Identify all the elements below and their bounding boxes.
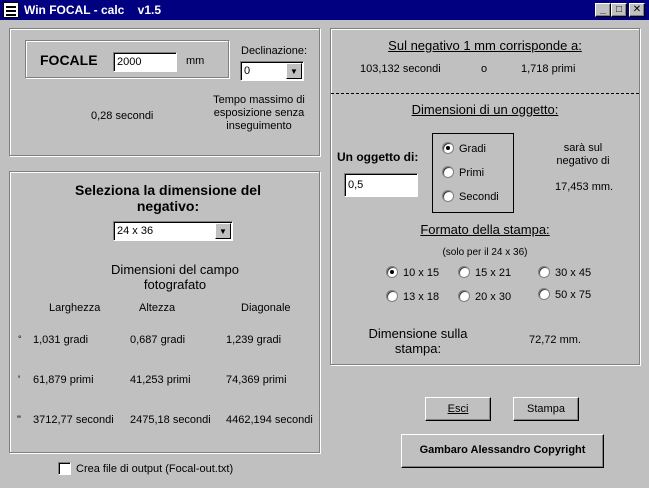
corrisponde-seconds: 103,132 secondi [360, 63, 441, 75]
radio-primi-label[interactable]: Primi [459, 167, 485, 179]
negativo-size-value: 24 x 36 [117, 225, 154, 237]
radio-secondi-label[interactable]: Secondi [459, 191, 499, 203]
radio-gradi-label[interactable]: Gradi [459, 143, 486, 155]
table-cell: 0,687 gradi [130, 334, 186, 346]
col-header-altezza: Altezza [139, 302, 176, 314]
declinazione-value: 0 [244, 65, 251, 77]
stampa-button[interactable] [513, 397, 579, 421]
col-header-diagonale: Diagonale [241, 302, 291, 314]
prime-mark: ' [18, 374, 21, 386]
table-cell: 61,879 primi [33, 374, 94, 386]
radio-format-label[interactable]: 15 x 21 [475, 267, 512, 279]
corrisponde-title: Sul negativo 1 mm corrisponde a: [388, 38, 582, 53]
declinazione-label: Declinazione: [241, 45, 308, 57]
title-bar[interactable] [0, 0, 649, 20]
chevron-down-icon[interactable]: ▼ [286, 63, 302, 79]
copyright-button-label: Gambaro Alessandro Copyright [419, 444, 586, 456]
negativo-size-select[interactable] [113, 221, 233, 241]
table-cell: 1,239 gradi [226, 334, 282, 346]
time-value: 0,28 secondi [91, 110, 154, 122]
radio-secondi[interactable] [442, 190, 454, 202]
output-checkbox[interactable] [58, 462, 71, 475]
window-title: Win FOCAL - calc v1.5 [24, 3, 162, 17]
output-checkbox-label[interactable]: Crea file di output (Focal-out.txt) [76, 463, 234, 475]
table-cell: 74,369 primi [226, 374, 287, 386]
radio-format-20x30[interactable] [458, 290, 470, 302]
focale-input[interactable]: 2000 [113, 52, 177, 72]
dim-stampa-label: Dimensione sulla stampa: [368, 326, 468, 356]
oggetto-result: 17,453 mm. [555, 181, 614, 193]
radio-format-label[interactable]: 13 x 18 [403, 291, 440, 303]
sara-label: sarà sul negativo di [556, 142, 610, 167]
dim-stampa-value: 72,72 mm. [529, 334, 581, 346]
app-icon[interactable] [3, 2, 19, 18]
radio-format-50x75[interactable] [538, 288, 550, 300]
oggetto-label: Un oggetto di: [337, 150, 419, 164]
declinazione-select[interactable] [240, 61, 304, 81]
maximize-button[interactable]: □ [611, 3, 627, 17]
col-header-larghezza: Larghezza [49, 302, 101, 314]
radio-format-label[interactable]: 50 x 75 [555, 289, 592, 301]
stampa-button-label: Stampa [527, 403, 565, 415]
table-cell: 2475,18 secondi [130, 414, 211, 426]
esci-button-label: Esci [447, 403, 469, 415]
radio-format-10x15[interactable] [386, 266, 398, 278]
chevron-down-icon[interactable]: ▼ [215, 223, 231, 239]
table-cell: 3712,77 secondi [33, 414, 114, 426]
corrisponde-primes: 1,718 primi [521, 63, 576, 75]
oggetto-input[interactable]: 0,5 [344, 173, 418, 197]
second-mark: " [17, 414, 21, 426]
radio-format-15x21[interactable] [458, 266, 470, 278]
radio-format-13x18[interactable] [386, 290, 398, 302]
campo-title: Dimensioni del campo fotografato [111, 262, 239, 292]
stampa-subtitle: (solo per il 24 x 36) [442, 247, 528, 258]
degree-mark: ° [18, 334, 22, 344]
esci-button[interactable] [425, 397, 491, 421]
radio-format-label[interactable]: 20 x 30 [475, 291, 512, 303]
table-cell: 41,253 primi [130, 374, 191, 386]
dashed-divider [331, 93, 639, 94]
focale-unit: mm [186, 55, 205, 67]
radio-format-label[interactable]: 30 x 45 [555, 267, 592, 279]
radio-format-label[interactable]: 10 x 15 [403, 267, 440, 279]
stampa-title: Formato della stampa: [420, 222, 550, 237]
minimize-button[interactable]: _ [595, 3, 611, 17]
close-button[interactable]: ✕ [629, 3, 645, 17]
negativo-title: Seleziona la dimensione del negativo: [75, 182, 261, 214]
copyright-button[interactable] [401, 434, 604, 468]
radio-primi[interactable] [442, 166, 454, 178]
oggetto-title: Dimensioni di un oggetto: [411, 102, 559, 117]
corrisponde-separator: o [481, 63, 488, 75]
table-cell: 1,031 gradi [33, 334, 89, 346]
radio-format-30x45[interactable] [538, 266, 550, 278]
focale-label: FOCALE [40, 52, 98, 68]
radio-gradi[interactable] [442, 142, 454, 154]
time-description: Tempo massimo di esposizione senza inseguimento [213, 94, 305, 132]
table-cell: 4462,194 secondi [226, 414, 313, 426]
